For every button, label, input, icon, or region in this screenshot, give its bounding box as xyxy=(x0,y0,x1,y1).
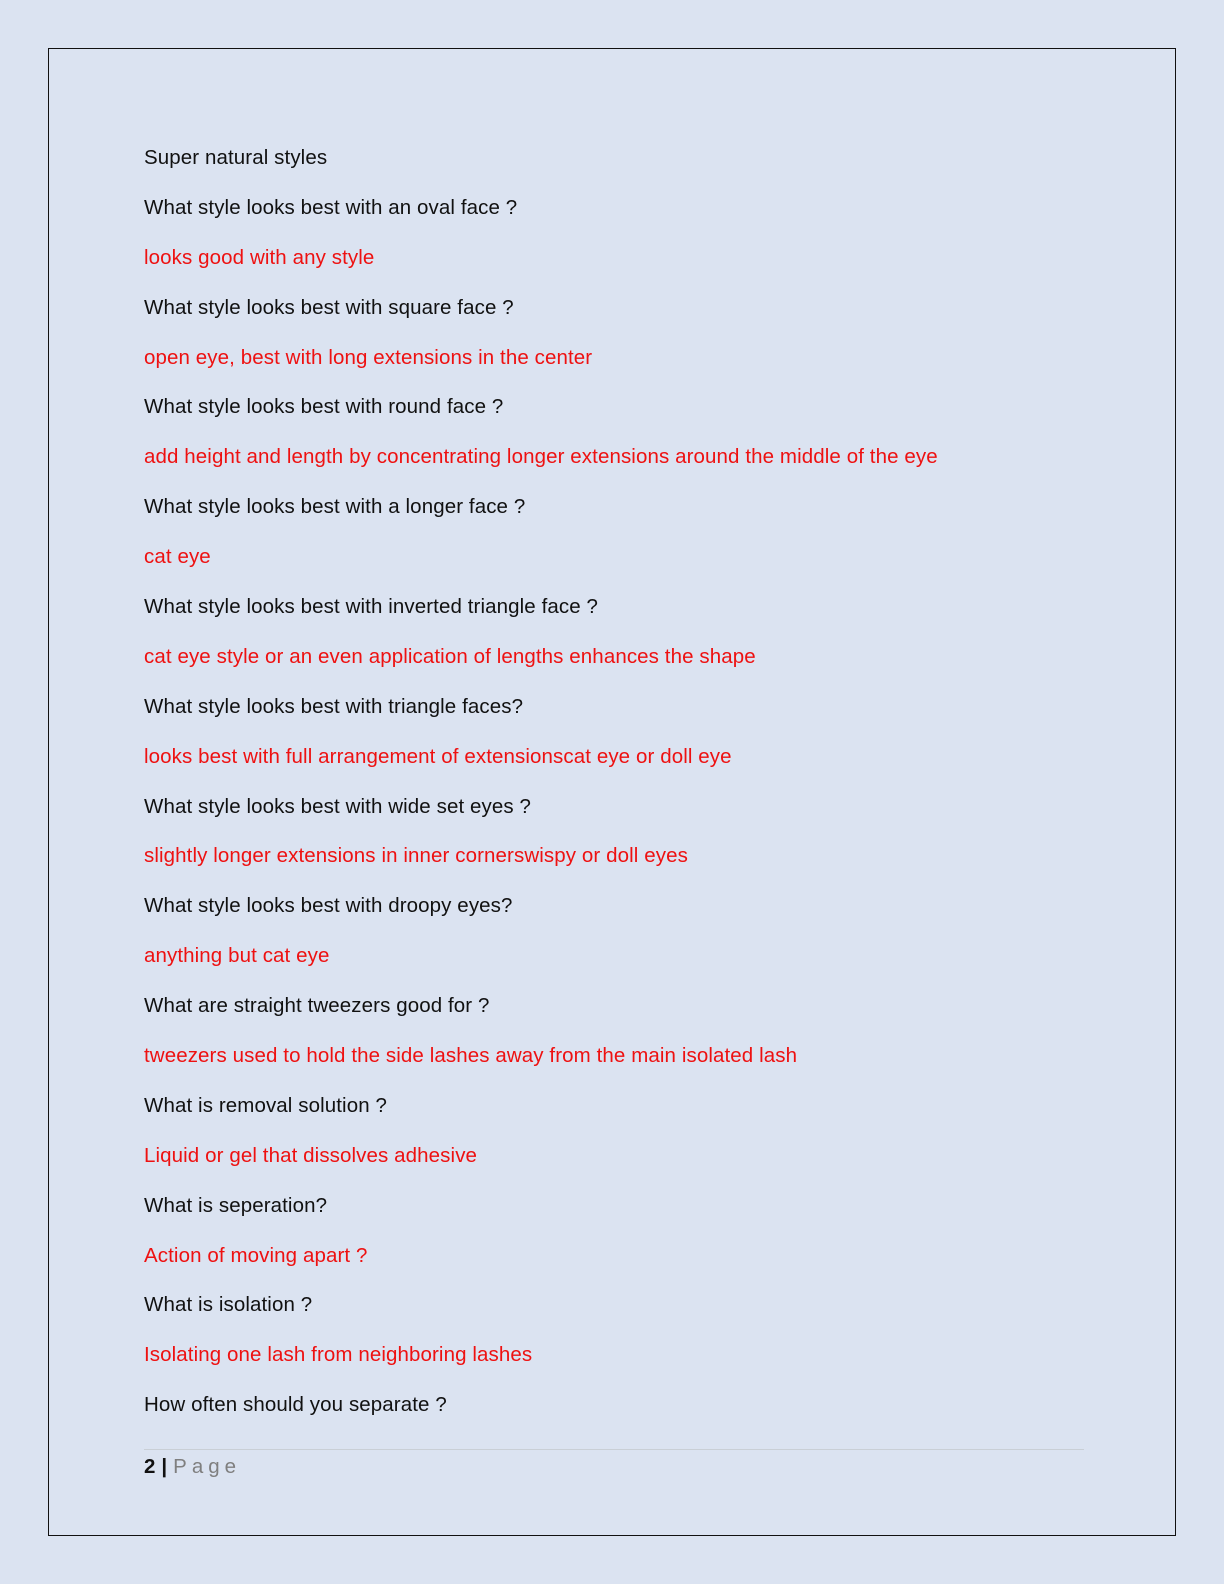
document-body xyxy=(144,145,1084,1442)
answer-line: looks good with any style xyxy=(144,245,375,269)
answer-line: open eye, best with long extensions in the center xyxy=(144,345,593,369)
question-line: What is removal solution ? xyxy=(144,1093,388,1117)
question-line: What are straight tweezers good for ? xyxy=(144,994,490,1018)
page-footer xyxy=(144,1454,241,1480)
answer-line: anything but cat eye xyxy=(144,944,330,968)
question-line: What style looks best with square face ? xyxy=(144,295,514,319)
answer-line: tweezers used to hold the side lashes away from the main isolated lash xyxy=(144,1044,798,1068)
answer-line: looks best with full arrangement of extensionscat eye or doll eye xyxy=(144,744,732,768)
answer-line: cat eye style or an even application of lengths enhances the shape xyxy=(144,644,756,668)
question-line: Super natural styles xyxy=(144,146,328,169)
question-line: What style looks best with triangle faces? xyxy=(144,694,524,718)
answer-line: Isolating one lash from neighboring lashes xyxy=(144,1343,533,1367)
answer-line: add height and length by concentrating longer extensions around the middle of the eye xyxy=(144,445,938,469)
answer-line: Liquid or gel that dissolves adhesive xyxy=(144,1143,478,1167)
page-label: Page xyxy=(173,1455,242,1478)
question-line: What is seperation? xyxy=(144,1193,328,1217)
answer-line: slightly longer extensions in inner cornerswispy or doll eyes xyxy=(144,844,688,868)
question-line: What style looks best with droopy eyes? xyxy=(144,894,513,918)
answer-line: Action of moving apart ? xyxy=(144,1243,368,1267)
question-line: What style looks best with wide set eyes ? xyxy=(144,794,532,818)
footer-separator: | xyxy=(161,1455,168,1478)
footer-divider xyxy=(144,1449,1084,1450)
question-line: What style looks best with round face ? xyxy=(144,395,504,419)
question-line: How often should you separate ? xyxy=(144,1393,447,1417)
answer-line: cat eye xyxy=(144,545,211,569)
question-line: What style looks best with an oval face ? xyxy=(144,195,518,219)
page-number: 2 xyxy=(144,1455,156,1478)
question-line: What is isolation ? xyxy=(144,1293,313,1317)
question-line: What style looks best with a longer face ? xyxy=(144,495,526,519)
question-line: What style looks best with inverted triangle face ? xyxy=(144,595,599,619)
